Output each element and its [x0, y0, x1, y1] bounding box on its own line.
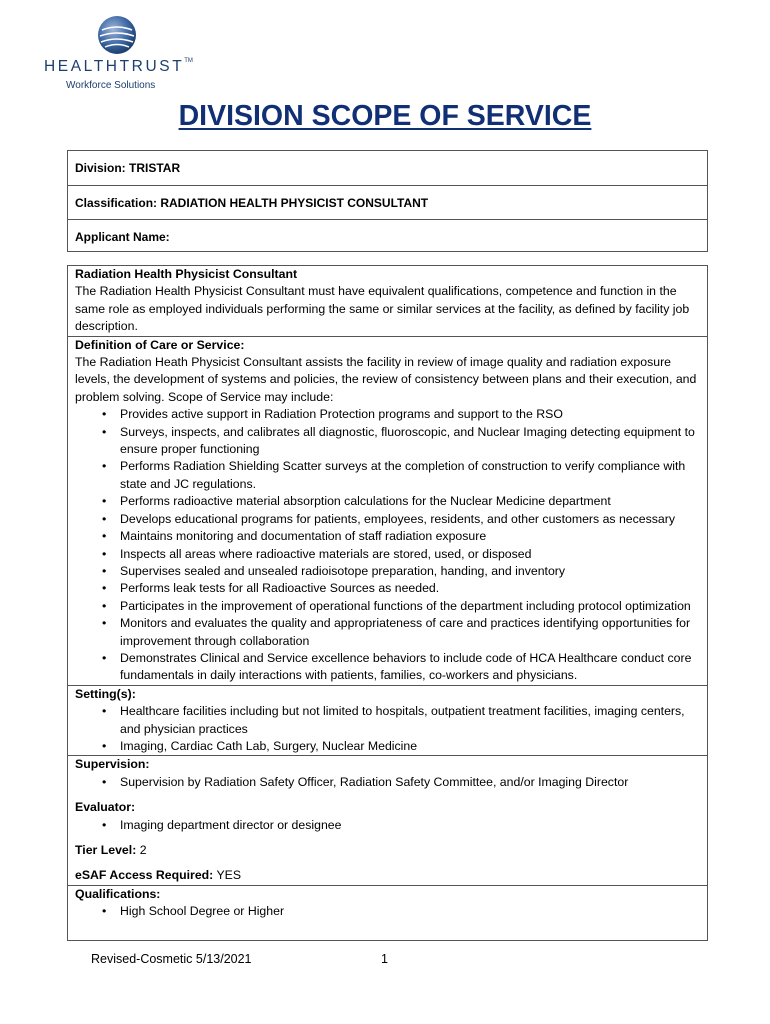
qualifications-list — [75, 903, 701, 920]
page-number: 1 — [381, 952, 388, 966]
esaf-access: eSAF Access Required: YES — [75, 868, 242, 883]
evaluator-list — [75, 817, 701, 834]
settings-list — [75, 703, 701, 755]
list-item: • Performs radioactive material absorption calculations for the Nuclear Medicine department — [75, 493, 701, 510]
settings-heading: Setting(s): — [75, 686, 136, 701]
header-fields — [67, 150, 708, 252]
supervision-section — [68, 755, 707, 884]
list-item: • Monitors and evaluates the quality and appropriateness of care and practices identifying opportunities for improvement through collaboration — [75, 615, 701, 650]
scope-table — [67, 265, 708, 941]
role-section — [68, 266, 707, 336]
list-item: • Maintains monitoring and documentation of staff radiation exposure — [75, 528, 701, 545]
role-text: The Radiation Health Physicist Consultant must have equivalent qualifications, competence and function in the same role as employed individuals performing the same or similar services at the facility, as defined by facility job description. — [75, 284, 690, 334]
list-item: • Supervises sealed and unsealed radioisotope preparation, handing, and inventory — [75, 563, 701, 580]
list-item: • Supervision by Radiation Safety Officer, Radiation Safety Committee, and/or Imaging Director — [75, 774, 701, 791]
list-item: • High School Degree or Higher — [75, 903, 701, 920]
qualifications-section — [68, 885, 707, 921]
applicant-name-field: Applicant Name: — [68, 219, 707, 253]
list-item: • Surveys, inspects, and calibrates all diagnostic, fluoroscopic, and Nuclear Imaging detecting equipment to ensure proper functioning — [75, 424, 701, 459]
list-item: • Imaging department director or designee — [75, 817, 701, 834]
classification-field: Classification: RADIATION HEALTH PHYSICIST CONSULTANT — [68, 185, 707, 219]
definition-list — [75, 406, 701, 685]
list-item: • Participates in the improvement of operational functions of the department including protocol optimization — [75, 598, 701, 615]
definition-heading: Definition of Care or Service: — [75, 337, 245, 352]
supervision-list — [75, 774, 701, 791]
qualifications-heading: Qualifications: — [75, 886, 161, 901]
logo — [44, 14, 204, 94]
tier-level: Tier Level: 2 — [75, 843, 147, 857]
list-item: • Imaging, Cardiac Cath Lab, Surgery, Nuclear Medicine — [75, 738, 701, 755]
brand-subtitle: Workforce Solutions — [66, 80, 156, 91]
list-item: • Provides active support in Radiation Protection programs and support to the RSO — [75, 406, 701, 423]
settings-section — [68, 685, 707, 756]
footer-revised: Revised-Cosmetic 5/13/2021 — [91, 952, 252, 966]
list-item: • Inspects all areas where radioactive materials are stored, used, or disposed — [75, 546, 701, 563]
role-heading: Radiation Health Physicist Consultant — [75, 267, 298, 281]
list-item: • Develops educational programs for patients, employees, residents, and other customers as necessary — [75, 511, 701, 528]
globe-logo-icon — [96, 14, 138, 56]
page-title: DIVISION SCOPE OF SERVICE — [178, 100, 592, 132]
division-field: Division: TRISTAR — [75, 161, 181, 175]
list-item: • Demonstrates Clinical and Service excellence behaviors to include code of HCA Healthcare conduct core fundamentals in daily interactions with patients, families, co-workers and physicians. — [75, 650, 701, 685]
definition-text: The Radiation Heath Physicist Consultant assists the facility in review of image quality and radiation exposure levels, the development of systems and policies, the review of consistency between plans and their execution, and problem solving. Scope of Service may include: — [75, 355, 697, 404]
list-item: • Performs Radiation Shielding Scatter surveys at the completion of construction to verify compliance with state and JC regulations. — [75, 458, 701, 493]
evaluator-heading: Evaluator: — [75, 800, 136, 815]
supervision-heading: Supervision: — [75, 757, 150, 772]
brand-name: HEALTHTRUST™ — [44, 58, 193, 75]
list-item: • Performs leak tests for all Radioactive Sources as needed. — [75, 580, 701, 597]
definition-section — [68, 336, 707, 685]
list-item: • Healthcare facilities including but not limited to hospitals, outpatient treatment facilities, imaging centers, and physician practices — [75, 703, 701, 738]
